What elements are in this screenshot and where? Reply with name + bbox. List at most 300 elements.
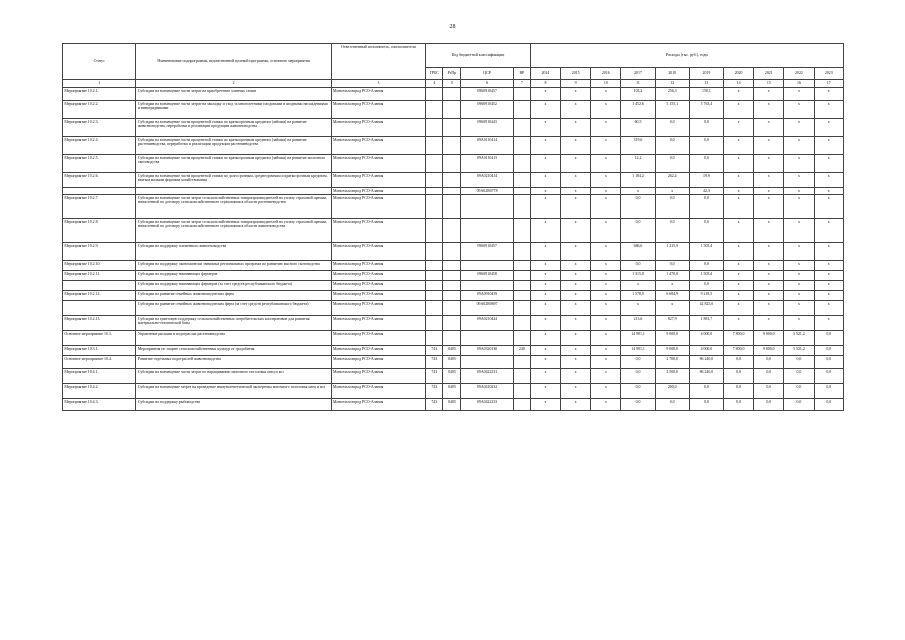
- table-row: [63, 137, 844, 155]
- row-grbs: 743: [426, 383, 443, 398]
- row-vr: [513, 137, 530, 155]
- row-expense-value: 0,0: [689, 194, 723, 218]
- row-csr: 0960910443: [461, 119, 513, 137]
- row-expense-value: 1 505,4: [689, 270, 723, 280]
- row-csr: 09А0110415: [461, 155, 513, 173]
- table-row: [63, 155, 844, 173]
- row-expense-value: 0,0: [689, 155, 723, 173]
- row-expense-value: x: [591, 101, 621, 119]
- row-expense-value: x: [754, 315, 784, 330]
- row-expense-value: 150,1: [689, 88, 723, 101]
- row-expense-value: x: [530, 330, 560, 345]
- row-expense-value: 0,0: [689, 383, 723, 398]
- row-expense-value: 5 521,2: [784, 345, 814, 355]
- row-expense-value: x: [754, 218, 784, 242]
- row-executor: Минсельхозпрод РСО-Алания: [331, 383, 426, 398]
- column-number: 9: [561, 80, 591, 88]
- row-vr: [513, 101, 530, 119]
- row-expense-value: 6 684,9: [655, 290, 689, 300]
- row-expense-value: x: [591, 368, 621, 383]
- table-row: [63, 355, 844, 368]
- row-vr: [513, 383, 530, 398]
- row-expense-value: x: [591, 330, 621, 345]
- row-expense-value: 213,6: [621, 315, 655, 330]
- row-expense-value: x: [591, 188, 621, 195]
- row-expense-value: 0,0: [814, 345, 843, 355]
- row-expense-value: x: [530, 315, 560, 330]
- row-expense-value: x: [530, 137, 560, 155]
- row-expense-value: x: [530, 355, 560, 368]
- row-expense-value: x: [621, 300, 655, 315]
- row-rzpr: 0405: [443, 355, 461, 368]
- row-expense-value: x: [724, 290, 754, 300]
- row-expense-value: x: [561, 280, 591, 290]
- row-grbs: [426, 300, 443, 315]
- row-expense-value: x: [724, 300, 754, 315]
- row-expense-value: x: [561, 355, 591, 368]
- header-year: 2023: [814, 68, 843, 80]
- row-status: Мероприятие 10.2.9.: [63, 242, 136, 260]
- row-expense-value: 0,0: [689, 218, 723, 242]
- row-expense-value: x: [591, 242, 621, 260]
- row-rzpr: [443, 137, 461, 155]
- row-expense-value: 1 184,2: [621, 173, 655, 188]
- row-expense-value: 1 452,6: [621, 101, 655, 119]
- row-expense-value: x: [784, 218, 814, 242]
- row-expense-value: x: [814, 155, 843, 173]
- row-expense-value: 4 000,0: [689, 330, 723, 345]
- row-expense-value: 1 470,0: [655, 270, 689, 280]
- row-vr: [513, 300, 530, 315]
- row-expense-value: x: [754, 101, 784, 119]
- row-expense-value: x: [530, 173, 560, 188]
- row-name: Субсидии на возмещение части затрат на приобретение элитных семян: [136, 88, 331, 101]
- row-csr: 09А0320130: [461, 345, 513, 355]
- row-expense-value: x: [591, 218, 621, 242]
- row-csr: 0960910458: [461, 270, 513, 280]
- row-grbs: [426, 137, 443, 155]
- row-executor: Минсельхозпрод РСО-Алания: [331, 260, 426, 270]
- row-grbs: 743: [426, 368, 443, 383]
- row-csr: 0960910457: [461, 242, 513, 260]
- column-number: 5: [443, 80, 461, 88]
- header-csr: ЦСР: [461, 68, 513, 80]
- row-rzpr: [443, 173, 461, 188]
- row-expense-value: x: [561, 315, 591, 330]
- column-number: 14: [724, 80, 754, 88]
- row-executor: Минсельхозпрод РСО-Алания: [331, 155, 426, 173]
- row-expense-value: 9 218,5: [689, 290, 723, 300]
- row-expense-value: 200,0: [655, 383, 689, 398]
- row-expense-value: 103,2: [621, 88, 655, 101]
- row-status: Мероприятие 10.2.7.: [63, 194, 136, 218]
- row-expense-value: x: [530, 194, 560, 218]
- row-rzpr: [443, 260, 461, 270]
- row-expense-value: x: [754, 194, 784, 218]
- column-number: 13: [689, 80, 723, 88]
- page-number: 28: [449, 24, 456, 30]
- row-grbs: 743: [426, 355, 443, 368]
- row-grbs: [426, 218, 443, 242]
- column-number: 11: [621, 80, 655, 88]
- row-vr: [513, 398, 530, 410]
- row-grbs: [426, 280, 443, 290]
- table-row: [63, 398, 844, 410]
- row-expense-value: x: [530, 398, 560, 410]
- row-executor: Минсельхозпрод РСО-Алания: [331, 173, 426, 188]
- header-vr: ВР: [513, 68, 530, 80]
- row-expense-value: 9 000,0: [655, 330, 689, 345]
- row-expense-value: x: [591, 315, 621, 330]
- row-executor: Минсельхозпрод РСО-Алания: [331, 300, 426, 315]
- row-csr: 09А0110414: [461, 137, 513, 155]
- row-expense-value: x: [814, 300, 843, 315]
- row-name: Субсидии на поддержку начинающих фермеров (за счет средств республиканского бюджета): [136, 280, 331, 290]
- row-expense-value: x: [814, 173, 843, 188]
- header-year: 2022: [784, 68, 814, 80]
- row-expense-value: x: [561, 137, 591, 155]
- row-expense-value: x: [814, 101, 843, 119]
- row-csr: [461, 194, 513, 218]
- row-csr: [461, 260, 513, 270]
- row-grbs: [426, 101, 443, 119]
- row-expense-value: 1 315,8: [621, 270, 655, 280]
- row-expense-value: x: [530, 155, 560, 173]
- row-expense-value: 0,0: [689, 119, 723, 137]
- row-expense-value: 0,0: [724, 383, 754, 398]
- row-expense-value: x: [784, 315, 814, 330]
- row-status: Мероприятие 10.2.8.: [63, 218, 136, 242]
- row-expense-value: 0,0: [655, 137, 689, 155]
- row-name: Субсидии на поддержку экономически значимых региональных программ по развитию мясного скотоводства: [136, 260, 331, 270]
- row-executor: Минсельхозпрод РСО-Алания: [331, 345, 426, 355]
- row-rzpr: [443, 88, 461, 101]
- row-name: Развитие отдельных подотраслей животноводства: [136, 355, 331, 368]
- row-expense-value: x: [814, 137, 843, 155]
- row-expense-value: 0,0: [814, 355, 843, 368]
- row-expense-value: x: [784, 137, 814, 155]
- row-expense-value: 0,0: [724, 398, 754, 410]
- row-executor: Минсельхозпрод РСО-Алания: [331, 218, 426, 242]
- row-expense-value: 256,3: [655, 88, 689, 101]
- row-vr: [513, 119, 530, 137]
- row-expense-value: x: [530, 218, 560, 242]
- row-expense-value: x: [784, 280, 814, 290]
- row-expense-value: x: [754, 260, 784, 270]
- row-expense-value: x: [784, 290, 814, 300]
- row-expense-value: 0,0: [621, 194, 655, 218]
- row-status: Мероприятие 10.3.1.: [63, 345, 136, 355]
- row-csr: [461, 218, 513, 242]
- row-executor: Минсельхозпрод РСО-Алания: [331, 290, 426, 300]
- row-expense-value: 9 000,0: [754, 345, 784, 355]
- row-executor: Минсельхозпрод РСО-Алания: [331, 194, 426, 218]
- row-status: Мероприятие 10.2.12.: [63, 290, 136, 300]
- row-grbs: 743: [426, 398, 443, 410]
- row-expense-value: x: [784, 260, 814, 270]
- row-expense-value: x: [530, 260, 560, 270]
- row-name: Субсидии на поддержку племенного животноводства: [136, 242, 331, 260]
- row-expense-value: x: [561, 290, 591, 300]
- table-row: [63, 188, 844, 195]
- row-expense-value: 0,0: [724, 368, 754, 383]
- row-executor: Минсельхозпрод РСО-Алания: [331, 330, 426, 345]
- row-expense-value: x: [561, 101, 591, 119]
- row-vr: [513, 270, 530, 280]
- row-grbs: [426, 290, 443, 300]
- row-expense-value: 1 881,7: [689, 315, 723, 330]
- row-expense-value: x: [814, 88, 843, 101]
- row-expense-value: 0,0: [621, 383, 655, 398]
- row-expense-value: 0,0: [655, 119, 689, 137]
- row-rzpr: [443, 280, 461, 290]
- row-executor: Минсельхозпрод РСО-Алания: [331, 119, 426, 137]
- table-row: [63, 270, 844, 280]
- row-expense-value: 5 155,1: [655, 101, 689, 119]
- row-expense-value: x: [754, 270, 784, 280]
- row-csr: 09А0422231: [461, 368, 513, 383]
- table-row: [63, 218, 844, 242]
- row-expense-value: 42,3: [689, 188, 723, 195]
- row-expense-value: x: [561, 330, 591, 345]
- row-expense-value: x: [724, 101, 754, 119]
- row-executor: Минсельхозпрод РСО-Алания: [331, 315, 426, 330]
- table-row: [63, 368, 844, 383]
- row-grbs: [426, 194, 443, 218]
- row-expense-value: 0,0: [814, 368, 843, 383]
- row-expense-value: 86 240,0: [689, 368, 723, 383]
- row-expense-value: x: [784, 270, 814, 280]
- row-rzpr: [443, 101, 461, 119]
- row-expense-value: x: [754, 280, 784, 290]
- row-expense-value: x: [724, 242, 754, 260]
- row-expense-value: x: [724, 194, 754, 218]
- row-rzpr: [443, 315, 461, 330]
- row-rzpr: 0405: [443, 368, 461, 383]
- row-expense-value: 0,0: [724, 355, 754, 368]
- row-executor: Минсельхозпрод РСО-Алания: [331, 355, 426, 368]
- row-expense-value: 42 825,0: [689, 300, 723, 315]
- row-expense-value: x: [591, 345, 621, 355]
- row-expense-value: x: [530, 270, 560, 280]
- row-rzpr: [443, 155, 461, 173]
- header-year: 2018: [655, 68, 689, 80]
- row-status: Мероприятие 10.2.5.: [63, 155, 136, 173]
- table-row: [63, 300, 844, 315]
- header-year: 2015: [561, 68, 591, 80]
- row-status: [63, 300, 136, 315]
- row-expense-value: 0,0: [754, 398, 784, 410]
- column-number: 17: [814, 80, 843, 88]
- row-rzpr: [443, 242, 461, 260]
- row-expense-value: 262,4: [655, 173, 689, 188]
- row-name: Субсидии на возмещение части процентной ставки по краткосрочным кредитам (займам) на развитие молочного скотоводства: [136, 155, 331, 173]
- row-rzpr: [443, 188, 461, 195]
- header-year: 2014: [530, 68, 560, 80]
- row-status: Мероприятие 10.2.11.: [63, 270, 136, 280]
- table-row: [63, 290, 844, 300]
- row-expense-value: 2 700,0: [655, 355, 689, 368]
- row-rzpr: [443, 300, 461, 315]
- row-status: Мероприятие 10.2.6.: [63, 173, 136, 188]
- row-expense-value: x: [754, 188, 784, 195]
- row-expense-value: x: [561, 398, 591, 410]
- row-expense-value: x: [561, 260, 591, 270]
- row-expense-value: 5 521,2: [784, 330, 814, 345]
- column-number: 10: [591, 80, 621, 88]
- row-expense-value: 319,6: [621, 137, 655, 155]
- row-rzpr: [443, 290, 461, 300]
- row-name: Субсидии на поддержку начинающих фермеров: [136, 270, 331, 280]
- row-expense-value: 0,0: [784, 355, 814, 368]
- row-expense-value: x: [724, 137, 754, 155]
- table-row: [63, 383, 844, 398]
- row-status: Мероприятие 10.2.2.: [63, 101, 136, 119]
- column-number: 4: [426, 80, 443, 88]
- row-expense-value: x: [591, 290, 621, 300]
- column-number: 8: [530, 80, 560, 88]
- row-csr: 09А02R0778: [461, 188, 513, 195]
- row-rzpr: [443, 218, 461, 242]
- row-csr: 09А02R0697: [461, 300, 513, 315]
- table-row: [63, 119, 844, 137]
- row-expense-value: x: [530, 188, 560, 195]
- row-expense-value: 0,0: [621, 260, 655, 270]
- row-status: Мероприятие 10.2.4.: [63, 137, 136, 155]
- column-number: 6: [461, 80, 513, 88]
- row-grbs: [426, 242, 443, 260]
- row-rzpr: [443, 119, 461, 137]
- row-expense-value: 0,0: [689, 137, 723, 155]
- table-row: [63, 280, 844, 290]
- row-expense-value: 1 578,9: [621, 290, 655, 300]
- row-expense-value: x: [814, 315, 843, 330]
- row-expense-value: x: [591, 194, 621, 218]
- row-expense-value: x: [754, 242, 784, 260]
- row-expense-value: 0,0: [814, 398, 843, 410]
- row-expense-value: 2 500,0: [655, 368, 689, 383]
- row-status: Мероприятие 10.2.1.: [63, 88, 136, 101]
- row-status: Мероприятие 10.2.13.: [63, 315, 136, 330]
- row-expense-value: 0,0: [621, 398, 655, 410]
- row-status: Мероприятие 10.4.3.: [63, 398, 136, 410]
- row-expense-value: x: [530, 368, 560, 383]
- row-expense-value: x: [561, 368, 591, 383]
- row-grbs: [426, 119, 443, 137]
- header-executor: Ответственный исполнитель, соисполнители: [331, 44, 426, 80]
- row-csr: 09А0210414: [461, 173, 513, 188]
- row-csr: 09А0210424: [461, 315, 513, 330]
- header-year: 2016: [591, 68, 621, 80]
- row-expense-value: x: [621, 188, 655, 195]
- row-expense-value: x: [591, 270, 621, 280]
- row-expense-value: x: [814, 194, 843, 218]
- row-expense-value: 0,0: [784, 398, 814, 410]
- budget-table: [62, 43, 844, 411]
- row-expense-value: x: [754, 290, 784, 300]
- row-expense-value: 9 000,0: [754, 330, 784, 345]
- column-number: 2: [136, 80, 331, 88]
- row-status: Мероприятие 10.4.2.: [63, 383, 136, 398]
- row-executor: Минсельхозпрод РСО-Алания: [331, 188, 426, 195]
- row-expense-value: x: [591, 280, 621, 290]
- row-expense-value: x: [814, 242, 843, 260]
- row-name: Субсидии на возмещение части затрат сельскохозяйственных товаропроизводителей на уплату страховой премии, начисленной по договору сельскохозяйственного страхования в области животноводства: [136, 218, 331, 242]
- row-expense-value: x: [591, 398, 621, 410]
- row-expense-value: x: [530, 300, 560, 315]
- row-expense-value: 19,9: [689, 173, 723, 188]
- row-expense-value: 14 981,1: [621, 345, 655, 355]
- row-expense-value: x: [784, 119, 814, 137]
- row-expense-value: x: [530, 290, 560, 300]
- row-expense-value: x: [530, 383, 560, 398]
- column-number: 15: [754, 80, 784, 88]
- row-expense-value: x: [724, 155, 754, 173]
- row-vr: [513, 290, 530, 300]
- row-name: Субсидии на поддержку рыбоводства: [136, 398, 331, 410]
- header-year: 2021: [754, 68, 784, 80]
- row-expense-value: 60,5: [621, 119, 655, 137]
- row-executor: Минсельхозпрод РСО-Алания: [331, 398, 426, 410]
- row-expense-value: 0,0: [621, 368, 655, 383]
- row-grbs: [426, 88, 443, 101]
- row-name: Мероприятия по защите сельскохозяйственных культур от градобития: [136, 345, 331, 355]
- row-expense-value: x: [561, 173, 591, 188]
- row-executor: Минсельхозпрод РСО-Алания: [331, 368, 426, 383]
- row-name: Управление рисками в подотраслях растениеводства: [136, 330, 331, 345]
- row-grbs: [426, 173, 443, 188]
- row-expense-value: x: [561, 242, 591, 260]
- row-expense-value: x: [621, 280, 655, 290]
- row-expense-value: 0,0: [689, 260, 723, 270]
- row-expense-value: x: [530, 280, 560, 290]
- row-expense-value: x: [784, 173, 814, 188]
- row-rzpr: 0405: [443, 345, 461, 355]
- row-expense-value: x: [724, 280, 754, 290]
- row-status: Основное мероприятие 10.4.: [63, 355, 136, 368]
- row-expense-value: x: [561, 194, 591, 218]
- row-status: [63, 188, 136, 195]
- row-grbs: [426, 270, 443, 280]
- row-csr: [461, 330, 513, 345]
- header-code-group: Код бюджетной классификации: [426, 44, 531, 68]
- row-vr: [513, 280, 530, 290]
- row-expense-value: x: [724, 173, 754, 188]
- row-status: Мероприятие 10.2.3.: [63, 119, 136, 137]
- row-expense-value: 14 981,1: [621, 330, 655, 345]
- row-expense-value: x: [530, 101, 560, 119]
- row-expense-value: 0,0: [621, 355, 655, 368]
- row-csr: 09А0410232: [461, 383, 513, 398]
- table-row: [63, 315, 844, 330]
- row-rzpr: 0405: [443, 398, 461, 410]
- row-expense-value: 0,0: [784, 368, 814, 383]
- header-status: Статус: [63, 44, 136, 80]
- row-expense-value: x: [591, 260, 621, 270]
- row-grbs: [426, 155, 443, 173]
- row-rzpr: [443, 270, 461, 280]
- row-name: Субсидии на возмещение части процентной ставки по краткосрочным кредитам (займам) на развитие животноводства, переработки и реализации продукции животноводства: [136, 119, 331, 137]
- row-vr: [513, 218, 530, 242]
- table-body: [63, 80, 844, 411]
- row-expense-value: x: [561, 119, 591, 137]
- row-expense-value: 5 763,4: [689, 101, 723, 119]
- row-vr: [513, 188, 530, 195]
- header-year: 2020: [724, 68, 754, 80]
- table-row: [63, 260, 844, 270]
- row-grbs: 743: [426, 345, 443, 355]
- row-expense-value: 0,0: [655, 260, 689, 270]
